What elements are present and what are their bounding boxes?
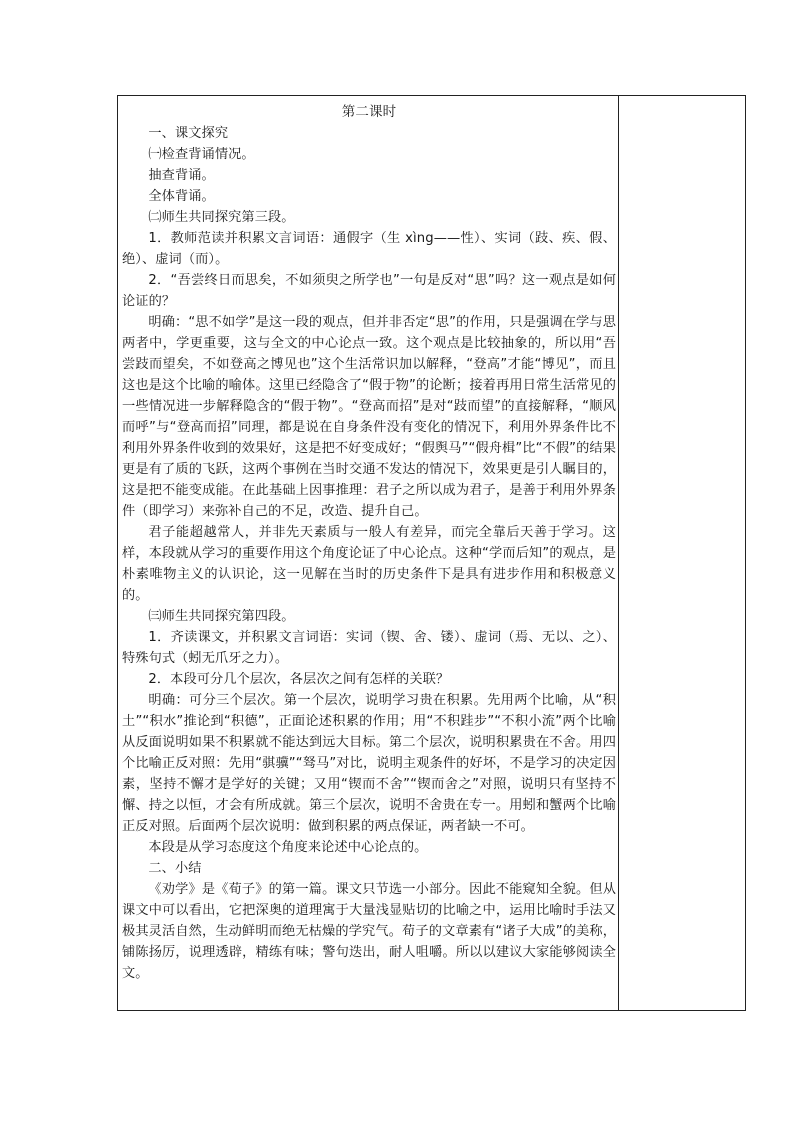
lesson-paragraph: ㈡师生共同探究第三段。	[148, 210, 295, 225]
lesson-paragraph: ㈢师生共同探究第四段。	[148, 609, 295, 624]
lesson-paragraph: 明确：可分三个层次。第一个层次，说明学习贵在积累。先用两个比喻，从“积土”“积水”推论到“积德”，正面论述积累的作用；用“不积跬步”“不积小流”两个比喻从反面说明如果不积累就不能达到远大目标。第二个层次，说明积累贵在不舍。用四个比喻正反对照：先用“骐骥”“驽马”对比，说明主观条件的好坏，不是学习的决定因素，坚持不懈才是学好的关键；又用“锲而不舍”“锲而舍之”对照，说明只有坚持不懈、持之以恒，才会有所成就。第三个层次，说明不舍贵在专一。用蚓和蟹两个比喻正反对照。后面两个层次说明：做到积累的两点保证，两者缺一不可。	[122, 693, 616, 834]
lesson-title: 第二课时	[341, 104, 397, 120]
lesson-paragraphs	[122, 123, 616, 984]
lesson-paragraph: 《劝学》是《荀子》的第一篇。课文只节选一小部分。因此不能窥知全貌。但从课文中可以看出，它把深奥的道理寓于大量浅显贴切的比喻之中，运用比喻时手法又极其灵活自然，生动鲜明而绝无枯燥的学究气。荀子的文章素有“诸子大成”的美称，铺陈扬厉，说理透辟，精练有味；警句迭出，耐人咀嚼。所以以建议大家能够阅读全文。	[122, 882, 616, 981]
lesson-paragraph: 1．教师范读并积累文言词语：通假字（生 xìng——性）、实词（跂、疾、假、绝）、虚词（而）。	[122, 231, 616, 267]
notes-column	[619, 96, 745, 1010]
lesson-content-cell	[122, 102, 616, 984]
lesson-paragraph: 2．“吾尝终日而思矣，不如须臾之所学也”一句是反对“思”吗？这一观点是如何论证的？	[122, 273, 616, 309]
lesson-paragraph: 抽查背诵。	[148, 168, 215, 183]
lesson-paragraph: ㈠检查背诵情况。	[148, 147, 255, 162]
lesson-paragraph: 明确：“思不如学”是这一段的观点，但并非否定“思”的作用，只是强调在学与思两者中，学更重要，这与全文的中心论点一致。这个观点是比较抽象的，所以用“吾尝跂而望矣，不如登高之博见也”这个生活常识加以解释，“登高”才能“博见”，而且这也是这个比喻的喻体。这里已经隐含了“假于物”的论断；接着再用日常生活常见的一些情况进一步解释隐含的“假于物”。“登高而招”是对“跂而望”的直接解释，“顺风而呼”与“登高而招”同理，都是说在自身条件没有变化的情况下，利用外界条件比不利用外界条件收到的效果好，这是把不好变成好；“假舆马”“假舟楫”比“不假”的结果更是有了质的飞跃，这两个事例在当时交通不发达的情况下，效果更是引人瞩目的，这是把不能变成能。在此基础上因事推理：君子之所以成为君子，是善于利用外界条件（即学习）来弥补自己的不足，改造、提升自己。	[122, 315, 616, 519]
lesson-paragraph: 本段是从学习态度这个角度来论述中心论点的。	[148, 840, 428, 855]
lesson-paragraph: 1．齐读课文，并积累文言词语：实词（锲、舍、镂）、虚词（焉、无以、之）、特殊句式（蚓无爪牙之力）。	[122, 630, 616, 666]
lesson-paragraph: 二、小结	[148, 861, 202, 876]
lesson-paragraph: 全体背诵。	[148, 189, 215, 204]
lesson-paragraph: 2．本段可分几个层次，各层次之间有怎样的关联？	[148, 672, 450, 687]
lesson-paragraph: 一、课文探究	[148, 126, 229, 141]
lesson-paragraph: 君子能超越常人，并非先天素质与一般人有差异，而完全靠后天善于学习。这样，本段就从学习的重要作用这个角度论证了中心论点。这种“学而后知”的观点，是朴素唯物主义的认识论，这一见解在当时的历史条件下是具有进步作用和积极意义的。	[122, 525, 616, 603]
lesson-table	[117, 95, 746, 1011]
